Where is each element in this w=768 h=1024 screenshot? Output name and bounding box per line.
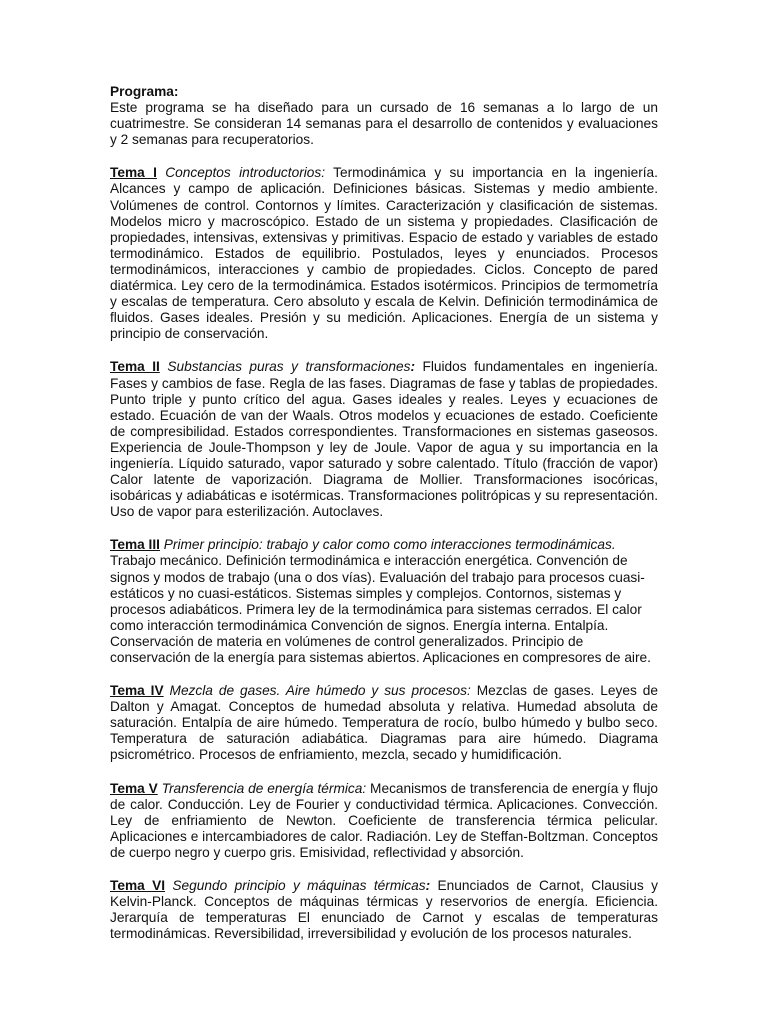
- tema-6-body: Enunciados de Carnot, Clausius y Kelvin-Planck. Conceptos de máquinas térmicas y reservorios de energía. Eficiencia. Jerarquía de temperaturas El enunciado de Carnot y escalas de temperaturas termodinámicas. Reversibilidad, irreversibilidad y evolución de los procesos naturales.: [110, 878, 658, 942]
- intro-paragraph: Este programa se ha diseñado para un cursado de 16 semanas a lo largo de un cuatrimestre. Se consideran 14 semanas para el desarrollo de contenidos y evaluaciones y 2 semanas para recuperatorios.: [110, 100, 658, 148]
- tema-3-label: Tema III: [110, 537, 160, 553]
- tema-3-title: Primer principio: trabajo y calor como como interacciones termodinámicas.: [163, 537, 616, 553]
- tema-2-title: Substancias puras y transformaciones: [167, 359, 411, 375]
- page-heading: Programa:: [110, 84, 179, 99]
- document-page: [110, 84, 658, 959]
- tema-5-label: Tema V: [110, 780, 158, 796]
- tema-1-body: Termodinámica y su importancia en la ingeniería. Alcances y campo de aplicación. Definiciones básicas. Sistemas y medio ambiente. Volúmenes de control. Contornos y límites. Caracterización y clasificación de sistemas. Modelos micro y macroscópico. Estado de un sistema y propiedades. Clasificación de propiedades, intensivas, extensivas y primitivas. Espacio de estado y variables de estado termodinámico. Estados de equilibrio. Postulados, leyes y enunciados. Procesos termodinámicos, interacciones y cambio de propiedades. Ciclos. Concepto de pared diatérmica. Ley cero de la termodinámica. Estados isotérmicos. Principios de termometría y escalas de temperatura. Cero absoluto y escala de Kelvin. Definición termodinámica de fluidos. Gases ideales. Presión y su medición. Aplicaciones. Energía de un sistema y principio de conservación.: [110, 165, 658, 342]
- tema-6-paragraph: [110, 878, 658, 942]
- tema-5-title: Transferencia de energía térmica:: [161, 780, 367, 796]
- tema-2-paragraph: [110, 359, 658, 520]
- tema-6-colon: :: [425, 878, 431, 894]
- tema-2-body: Fluidos fundamentales en ingeniería. Fases y cambios de fase. Regla de las fases. Diagramas de fase y tablas de propiedades. Punto triple y punto crítico del agua. Gases ideales y reales. Leyes y ecuaciones de estado. Ecuación de van der Waals. Otros modelos y ecuaciones de estado. Coeficiente de compresibilidad. Estados correspondientes. Transformaciones en sistemas gaseosos. Experiencia de Joule-Thompson y ley de Joule. Vapor de agua y su importancia en la ingeniería. Líquido saturado, vapor saturado y sobre calentado. Título (fracción de vapor) Calor latente de vaporización. Diagrama de Mollier. Transformaciones isocóricas, isobáricas y adiabáticas e isotérmicas. Transformaciones politrópicas y su representación. Uso de vapor para esterilización. Autoclaves.: [110, 359, 658, 520]
- tema-2-label: Tema II: [110, 359, 160, 375]
- tema-4-paragraph: [110, 683, 658, 763]
- tema-3-body: Trabajo mecánico. Definición termodinámica e interacción energética. Convención de signos y modos de trabajo (una o dos vías). Evaluación del trabajo para procesos cuasi-estáticos y no cuasi-estáticos. Sistemas simples y complejos. Contornos, sistemas y procesos adiabáticos. Primera ley de la termodinámica para sistemas cerrados. El calor como interacción termodinámica Convención de signos. Energía interna. Entalpía. Conservación de materia en volúmenes de control generalizados. Principio de conservación de la energía para sistemas abiertos. Aplicaciones en compresores de aire.: [110, 553, 651, 665]
- tema-4-label: Tema IV: [110, 683, 164, 699]
- tema-6-label: Tema VI: [110, 878, 166, 894]
- tema-4-body: Mezclas de gases. Leyes de Dalton y Amagat. Conceptos de humedad absoluta y relativa. Humedad absoluta de saturación. Entalpía de aire húmedo. Temperatura de rocío, bulbo húmedo y bulbo seco. Temperatura de saturación adiabática. Diagramas para aire húmedo. Diagrama psicrométrico. Procesos de enfriamiento, mezcla, secado y humidificación.: [110, 683, 658, 763]
- tema-2-colon: :: [410, 359, 415, 375]
- tema-4-title: Mezcla de gases. Aire húmedo y sus procesos:: [169, 683, 471, 699]
- tema-5-paragraph: [110, 781, 658, 861]
- tema-1-label: Tema I: [110, 165, 157, 181]
- tema-5-body: Mecanismos de transferencia de energía y flujo de calor. Conducción. Ley de Fourier y conductividad térmica. Aplicaciones. Convección. Ley de enfriamiento de Newton. Coeficiente de transferencia térmica pelicular. Aplicaciones e intercambiadores de calor. Radiación. Ley de Steffan-Boltzman. Conceptos de cuerpo negro y cuerpo gris. Emisividad, reflectividad y absorción.: [110, 780, 658, 860]
- tema-6-title: Segundo principio y máquinas térmicas: [172, 878, 426, 894]
- tema-1-paragraph: [110, 165, 658, 342]
- tema-3-paragraph: [110, 537, 658, 666]
- tema-1-title: Conceptos introductorios:: [165, 165, 326, 181]
